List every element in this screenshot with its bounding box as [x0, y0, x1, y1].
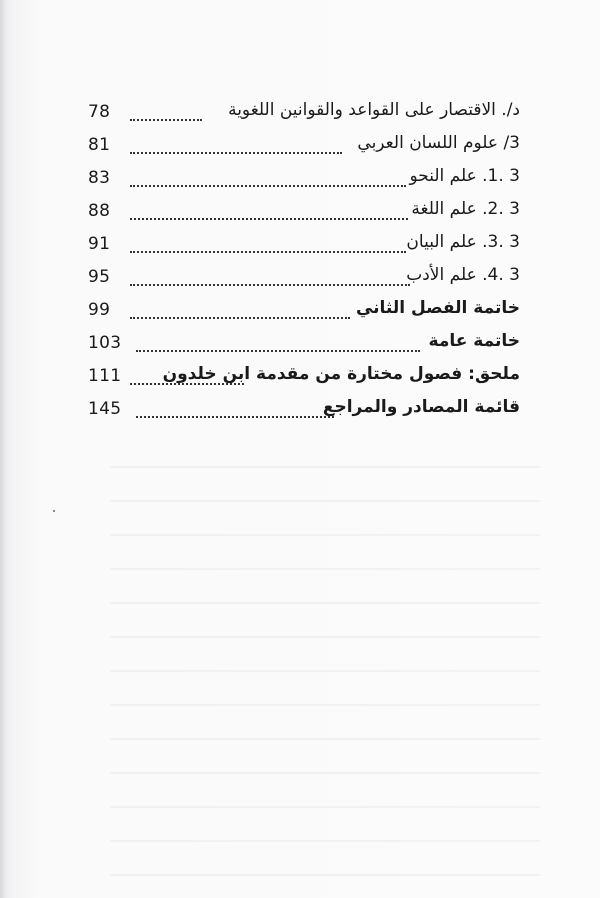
toc-title: 3 .2. علم اللغة — [411, 199, 520, 219]
table-of-contents — [88, 98, 520, 428]
toc-row — [88, 296, 520, 329]
toc-entry — [411, 199, 520, 219]
dot-leader — [130, 282, 410, 286]
toc-row — [88, 263, 520, 296]
toc-entry — [228, 100, 520, 120]
toc-page-number: 111 — [88, 366, 122, 386]
toc-title: خاتمة الفصل الثاني — [355, 298, 520, 318]
toc-entry — [163, 364, 520, 384]
toc-row — [88, 197, 520, 230]
toc-entry — [356, 298, 520, 318]
toc-page-number: 95 — [88, 267, 111, 287]
toc-page-number: 103 — [88, 333, 122, 353]
dot-leader — [136, 414, 334, 418]
toc-page-number: 145 — [88, 399, 122, 419]
dot-leader — [130, 150, 342, 154]
page-speck — [53, 510, 55, 512]
toc-entry — [429, 331, 520, 351]
toc-title: ملحق: فصول مختارة من مقدمة ابن خلدون — [162, 364, 520, 384]
toc-row — [88, 164, 520, 197]
toc-row — [88, 131, 520, 164]
toc-title: 3 .3. علم البيان — [406, 232, 520, 252]
toc-row — [88, 98, 520, 131]
toc-page-number: 81 — [88, 135, 111, 155]
toc-title: قائمة المصادر والمراجع — [322, 397, 520, 417]
toc-row — [88, 362, 520, 395]
dot-leader — [130, 216, 408, 220]
toc-page-number: 91 — [88, 234, 111, 254]
toc-page-number: 88 — [88, 201, 111, 221]
page-spine-shadow — [0, 0, 6, 898]
dot-leader — [130, 315, 350, 319]
bleed-through-text — [110, 440, 540, 878]
toc-row — [88, 395, 520, 428]
toc-title: 3 .4. علم الأدب — [406, 265, 520, 285]
dot-leader — [130, 117, 202, 121]
toc-row — [88, 230, 520, 263]
toc-entry — [406, 265, 520, 285]
toc-page-number: 83 — [88, 168, 111, 188]
toc-entry — [357, 133, 520, 153]
toc-row — [88, 329, 520, 362]
toc-entry — [323, 397, 520, 417]
toc-title: 3 .1. علم النحو — [409, 166, 520, 186]
dot-leader — [136, 348, 420, 352]
toc-entry — [409, 166, 520, 186]
toc-title: 3/ علوم اللسان العربي — [357, 133, 520, 153]
toc-page-number: 99 — [88, 300, 111, 320]
dot-leader — [130, 249, 406, 253]
toc-page-number: 78 — [88, 102, 111, 122]
toc-entry — [406, 232, 520, 252]
toc-title: خاتمة عامة — [428, 331, 520, 351]
dot-leader — [130, 183, 406, 187]
toc-title: د/. الاقتصار على القواعد والقوانين اللغوية — [228, 100, 520, 120]
